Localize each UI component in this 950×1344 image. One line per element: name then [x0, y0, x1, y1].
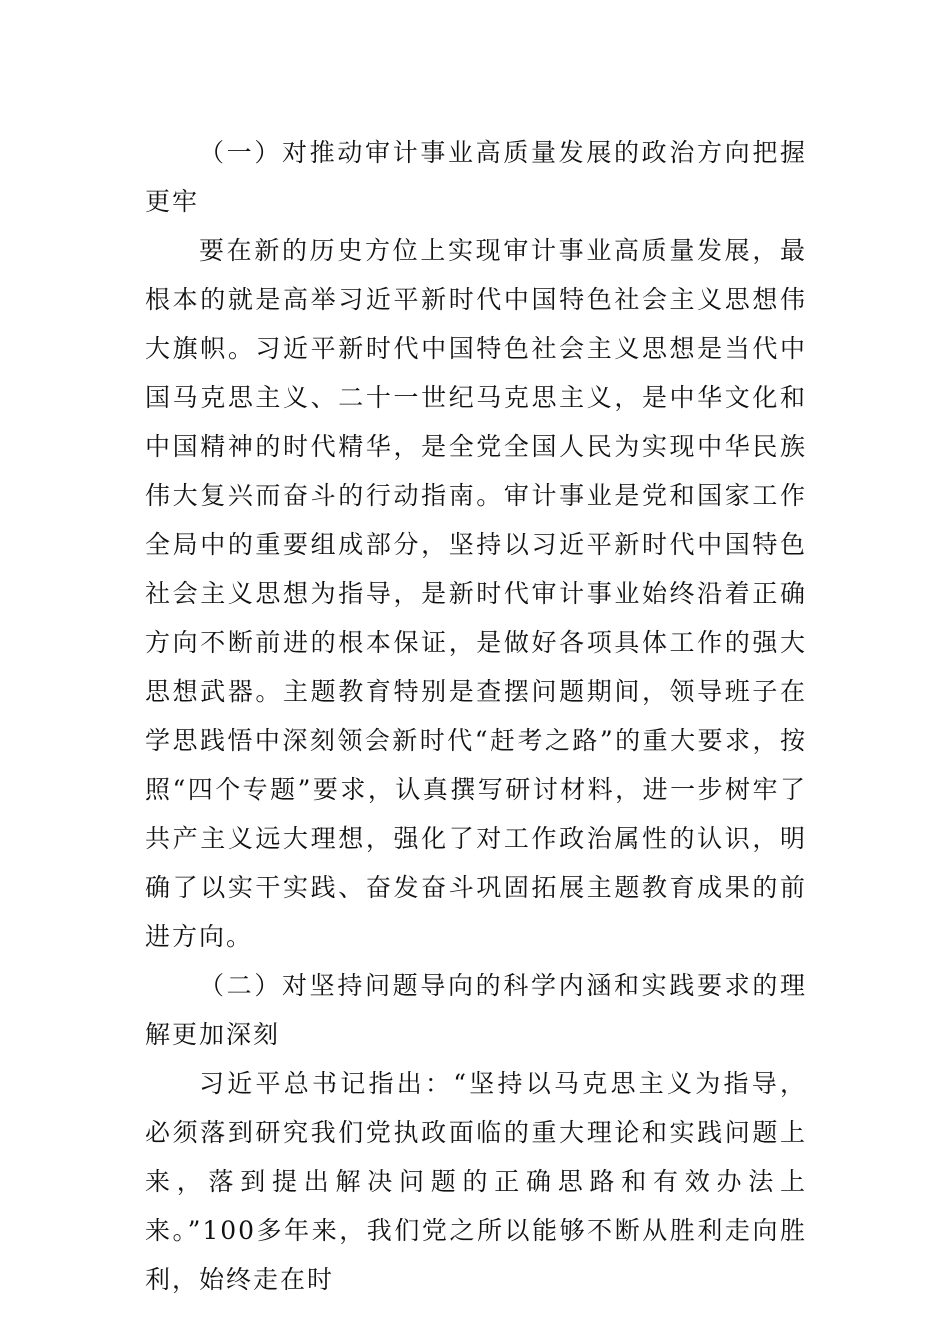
body-paragraph-1: 要在新的历史方位上实现审计事业高质量发展，最根本的就是高举习近平新时代中国特色社会主义思想伟大旗帜。习近平新时代中国特色社会主义思想是当代中国马克思主义、二十一世纪马克思主义，是中华文化和中国精神的时代精华，是全党全国人民为实现中华民族伟大复兴而奋斗的行动指南。审计事业是党和国家工作全局中的重要组成部分，坚持以习近平新时代中国特色社会主义思想为指导，是新时代审计事业始终沿着正确方向不断前进的根本保证，是做好各项具体工作的强大思想武器。主题教育特别是查摆问题期间，领导班子在学思践悟中深刻领会新时代“赶考之路”的重大要求，按照“四个专题”要求，认真撰写研讨材料，进一步树牢了共产主义远大理想，强化了对工作政治属性的认识，明确了以实干实践、奋发奋斗巩固拓展主题教育成果的前进方向。: [145, 236, 807, 951]
document-body: [145, 128, 807, 1304]
body-paragraph-2: 习近平总书记指出：“坚持以马克思主义为指导，必须落到研究我们党执政面临的重大理论和实践问题上来，落到提出解决问题的正确思路和有效办法上来。”100多年来，我们党之所以能够不断从胜利走向胜利，始终走在时: [145, 1069, 807, 1294]
section-heading-2: （二）对坚持问题导向的科学内涵和实践要求的理解更加深刻: [145, 971, 807, 1049]
section-heading-1: （一）对推动审计事业高质量发展的政治方向把握更牢: [145, 138, 807, 216]
